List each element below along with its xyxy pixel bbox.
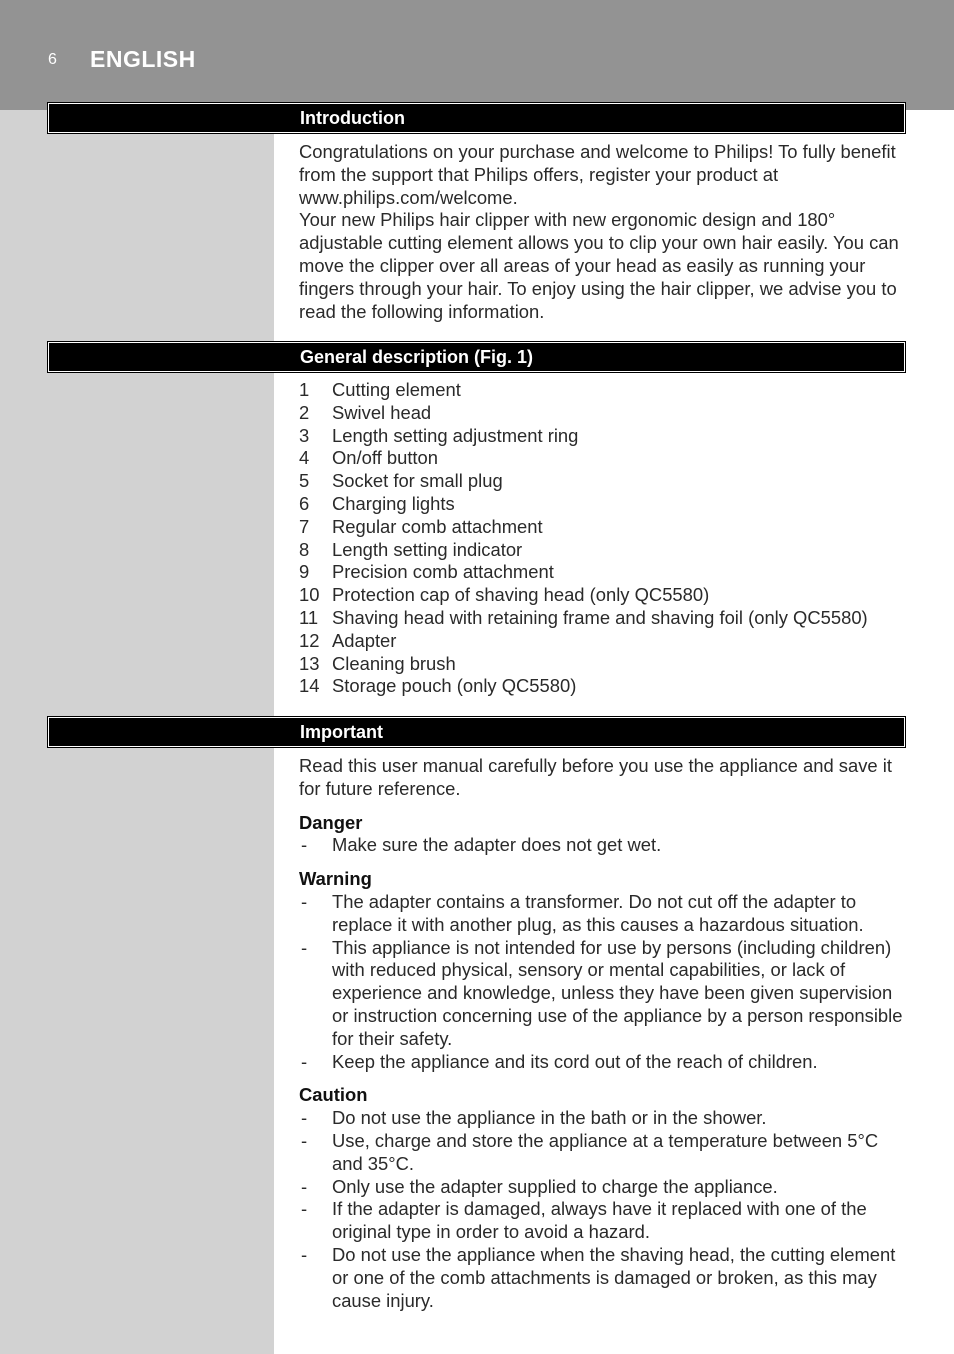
language-heading: ENGLISH	[90, 46, 196, 72]
list-item	[299, 937, 909, 1051]
caution-list	[299, 1107, 909, 1312]
introduction-body	[299, 141, 909, 323]
item-text: Charging lights	[332, 492, 455, 514]
bullet-dash: -	[301, 1050, 308, 1072]
list-item	[299, 1130, 909, 1176]
item-text: Length setting adjustment ring	[332, 424, 579, 446]
item-text: Do not use the appliance in the bath or in the shower.	[332, 1107, 767, 1129]
bullet-dash: -	[301, 834, 308, 856]
item-number: 11	[299, 606, 319, 628]
list-item	[299, 516, 909, 539]
item-text: Only use the adapter supplied to charge the appliance.	[332, 1175, 778, 1197]
list-item	[299, 1051, 909, 1074]
list-item	[299, 1107, 909, 1130]
list-item	[299, 447, 909, 470]
item-text: Swivel head	[332, 401, 432, 423]
intro-paragraph: Congratulations on your purchase and welcome to Philips! To fully benefit from the support that Philips offers, register your product at www.philips.com/welcome.	[299, 141, 896, 208]
list-item	[299, 584, 909, 607]
parts-list	[299, 379, 909, 698]
list-item	[299, 493, 909, 516]
item-number: 14	[299, 675, 320, 697]
item-text: Keep the appliance and its cord out of the reach of children.	[332, 1050, 818, 1072]
item-text: Protection cap of shaving head (only QC5580)	[332, 584, 710, 606]
list-item	[299, 891, 909, 937]
list-item	[299, 834, 909, 857]
item-text: Storage pouch (only QC5580)	[332, 675, 577, 697]
bullet-dash: -	[301, 1198, 308, 1220]
item-text: Cleaning brush	[332, 652, 456, 674]
bullet-dash: -	[301, 1129, 308, 1151]
bullet-dash: -	[301, 936, 308, 958]
item-number: 5	[299, 470, 310, 492]
bullet-dash: -	[301, 1175, 308, 1197]
intro-paragraph: Your new Philips hair clipper with new ergonomic design and 180° adjustable cutting element allows you to clip your own hair easily. You can move the clipper over all areas of your head as easily as running your fingers through your hair. To enjoy using the hair clipper, we advise you to read the following information.	[299, 209, 899, 322]
list-item	[299, 470, 909, 493]
item-number: 9	[299, 561, 310, 583]
list-item	[299, 1244, 909, 1312]
item-text: Make sure the adapter does not get wet.	[332, 834, 662, 856]
list-item	[299, 630, 909, 653]
item-number: 3	[299, 424, 310, 446]
left-margin-panel	[0, 0, 274, 1354]
danger-list	[299, 834, 909, 857]
item-number: 10	[299, 584, 320, 606]
warning-list	[299, 891, 909, 1073]
list-item	[299, 607, 909, 630]
item-text: Do not use the appliance when the shaving head, the cutting element or one of the comb attachments is damaged or broken, as this may cause injury.	[332, 1243, 896, 1311]
item-text: Adapter	[332, 629, 397, 651]
item-number: 12	[299, 629, 320, 651]
page-number: 6	[48, 51, 57, 68]
list-item	[299, 379, 909, 402]
bullet-dash: -	[301, 1243, 308, 1265]
item-text: Socket for small plug	[332, 470, 503, 492]
list-item	[299, 1198, 909, 1244]
important-intro: Read this user manual carefully before you use the appliance and save it for future reference.	[299, 755, 892, 799]
list-item	[299, 653, 909, 676]
general-description-body	[299, 379, 909, 698]
section-header-important	[48, 717, 905, 747]
section-title: Introduction	[300, 108, 405, 128]
item-number: 8	[299, 538, 310, 560]
bullet-dash: -	[301, 890, 308, 912]
item-number: 6	[299, 492, 310, 514]
list-item	[299, 539, 909, 562]
item-text: Regular comb attachment	[332, 515, 543, 537]
section-header-introduction	[48, 103, 905, 133]
item-text: The adapter contains a transformer. Do not cut off the adapter to replace it with another plug, as this causes a hazardous situation.	[332, 890, 864, 935]
page-header-bar	[0, 0, 954, 110]
item-number: 2	[299, 401, 310, 423]
item-number: 1	[299, 379, 310, 400]
list-item	[299, 675, 909, 698]
item-number: 7	[299, 515, 310, 537]
item-text: Use, charge and store the appliance at a temperature between 5°C and 35°C.	[332, 1129, 879, 1174]
item-text: Cutting element	[332, 379, 461, 400]
list-item	[299, 402, 909, 425]
warning-heading: Warning	[299, 868, 372, 890]
list-item	[299, 1176, 909, 1199]
section-header-general-description	[48, 342, 905, 372]
list-item	[299, 425, 909, 448]
item-number: 4	[299, 447, 310, 469]
section-title: General description (Fig. 1)	[300, 347, 534, 367]
list-item	[299, 561, 909, 584]
bullet-dash: -	[301, 1107, 308, 1129]
item-text: Length setting indicator	[332, 538, 523, 560]
item-number: 13	[299, 652, 320, 674]
section-title: Important	[300, 722, 383, 742]
danger-heading: Danger	[299, 811, 363, 833]
item-text: On/off button	[332, 447, 438, 469]
item-text: Shaving head with retaining frame and shaving foil (only QC5580)	[332, 606, 868, 628]
important-body	[299, 755, 909, 1312]
item-text: If the adapter is damaged, always have it replaced with one of the original type in order to avoid a hazard.	[332, 1198, 867, 1243]
caution-heading: Caution	[299, 1084, 368, 1106]
item-text: This appliance is not intended for use by persons (including children) with reduced physical, sensory or mental capabilities, or lack of experience and knowledge, unless they have been given supervision or instruction concerning use of the appliance by a person responsible for their safety.	[332, 936, 903, 1049]
item-text: Precision comb attachment	[332, 561, 554, 583]
